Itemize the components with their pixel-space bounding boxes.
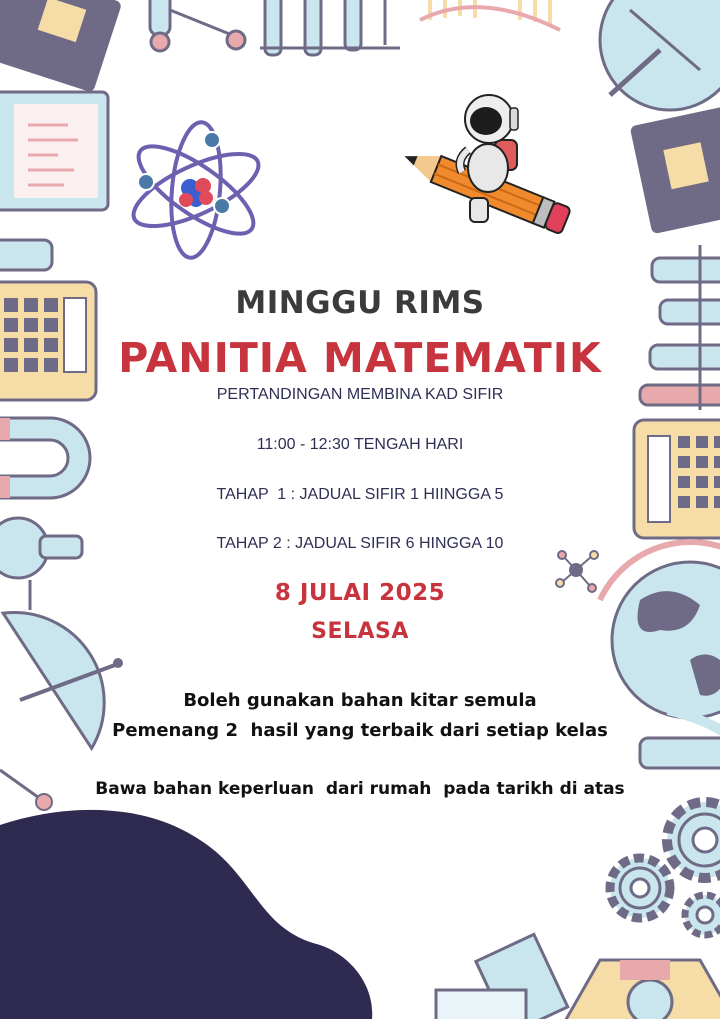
laptop-icon [436, 934, 568, 1019]
event-date: 8 JULAI 2025 [274, 580, 446, 606]
satellite-dish-icon [600, 0, 720, 110]
note-bring-materials: Bawa bahan keperluan dari rumah pada tarikh di atas [95, 779, 625, 799]
laptop-icon [0, 92, 108, 210]
competition-name: PERTANDINGAN MEMBINA KAD SIFIR [216, 386, 504, 403]
event-day: SELASA [311, 619, 409, 644]
poster-heading: MINGGU RIMS [235, 285, 485, 321]
navy-blob [0, 810, 372, 1019]
stage-2-text: TAHAP 2 : JADUAL SIFIR 6 HINGGA 10 [216, 535, 504, 552]
dna-icon [420, 0, 560, 30]
event-time: 11:00 - 12:30 TENGAH HARI [256, 436, 464, 453]
astronaut-on-pencil-icon [399, 95, 571, 234]
book-icon [0, 0, 122, 93]
test-tube-icon [0, 240, 52, 270]
note-winners: Pemenang 2 hasil yang terbaik dari setiap kelas [112, 720, 608, 741]
rocket-icon [560, 960, 720, 1019]
book-icon [630, 106, 720, 234]
note-recycled-materials: Boleh gunakan bahan kitar semula [183, 690, 537, 711]
stage-1-text: TAHAP 1 : JADUAL SIFIR 1 HIINGGA 5 [216, 486, 504, 503]
poster-title: PANITIA MATEMATIK [118, 334, 602, 382]
test-tube-icon [150, 0, 400, 55]
gear-icon [610, 802, 720, 935]
atom-icon [124, 120, 268, 260]
